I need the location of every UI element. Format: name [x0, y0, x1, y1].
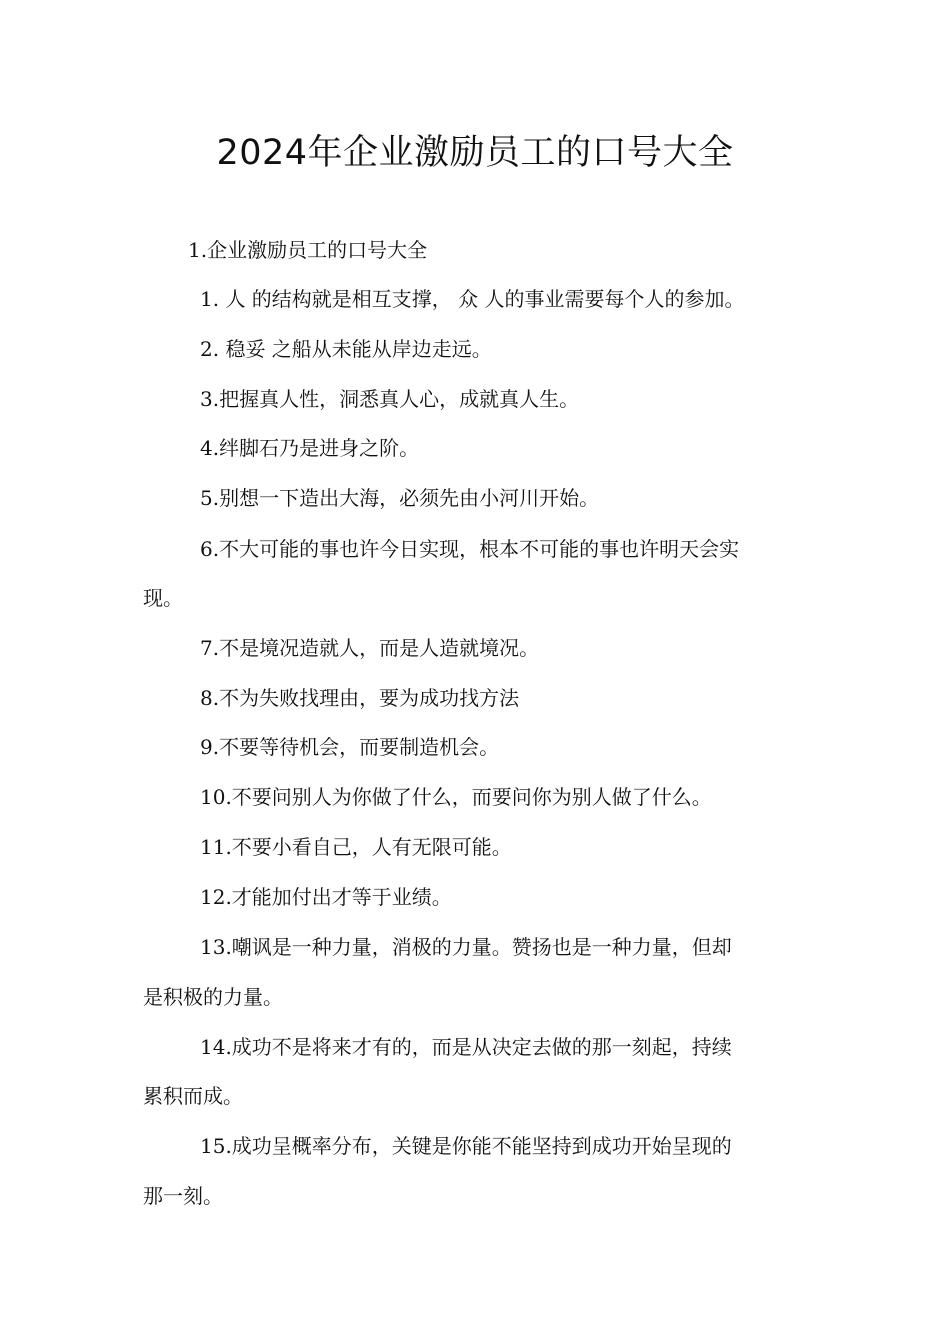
- slogan-line: 12.才能加付出才等于业绩。: [200, 885, 452, 909]
- slogan-line: 7.不是境况造就人，而是人造就境况。: [200, 636, 540, 660]
- slogan-line: 15.成功呈概率分布，关键是你能不能坚持到成功开始呈现的: [200, 1134, 732, 1158]
- slogan-line: 8.不为失败找理由，要为成功找方法: [200, 686, 520, 710]
- slogan-line: 14.成功不是将来才有的，而是从决定去做的那一刻起，持续: [200, 1035, 732, 1059]
- slogan-line-continuation: 是积极的力量。: [143, 985, 283, 1009]
- slogan-line-continuation: 累积而成。: [143, 1084, 243, 1108]
- document-title: 2024年企业激励员工的口号大全: [216, 133, 734, 173]
- slogan-line: 9.不要等待机会，而要制造机会。: [200, 735, 500, 759]
- slogan-line-continuation: 现。: [143, 586, 183, 610]
- section-heading: 1.企业激励员工的口号大全: [188, 238, 428, 262]
- slogan-line: 3.把握真人性，洞悉真人心，成就真人生。: [200, 387, 580, 411]
- slogan-line: 13.嘲讽是一种力量，消极的力量。赞扬也是一种力量，但却: [200, 935, 732, 959]
- slogan-line: 2. 稳妥 之船从未能从岸边走远。: [200, 337, 492, 361]
- slogan-line: 5.别想一下造出大海，必须先由小河川开始。: [200, 486, 600, 510]
- slogan-line: 6.不大可能的事也许今日实现，根本不可能的事也许明天会实: [200, 537, 740, 561]
- slogan-line: 10.不要问别人为你做了什么，而要问你为别人做了什么。: [200, 785, 712, 809]
- slogan-line: 4.绊脚石乃是进身之阶。: [200, 436, 420, 460]
- slogan-line: 1. 人 的结构就是相互支撑， 众 人的事业需要每个人的参加。: [200, 287, 745, 311]
- slogan-line: 11.不要小看自己，人有无限可能。: [200, 835, 512, 859]
- slogan-line-continuation: 那一刻。: [143, 1184, 223, 1208]
